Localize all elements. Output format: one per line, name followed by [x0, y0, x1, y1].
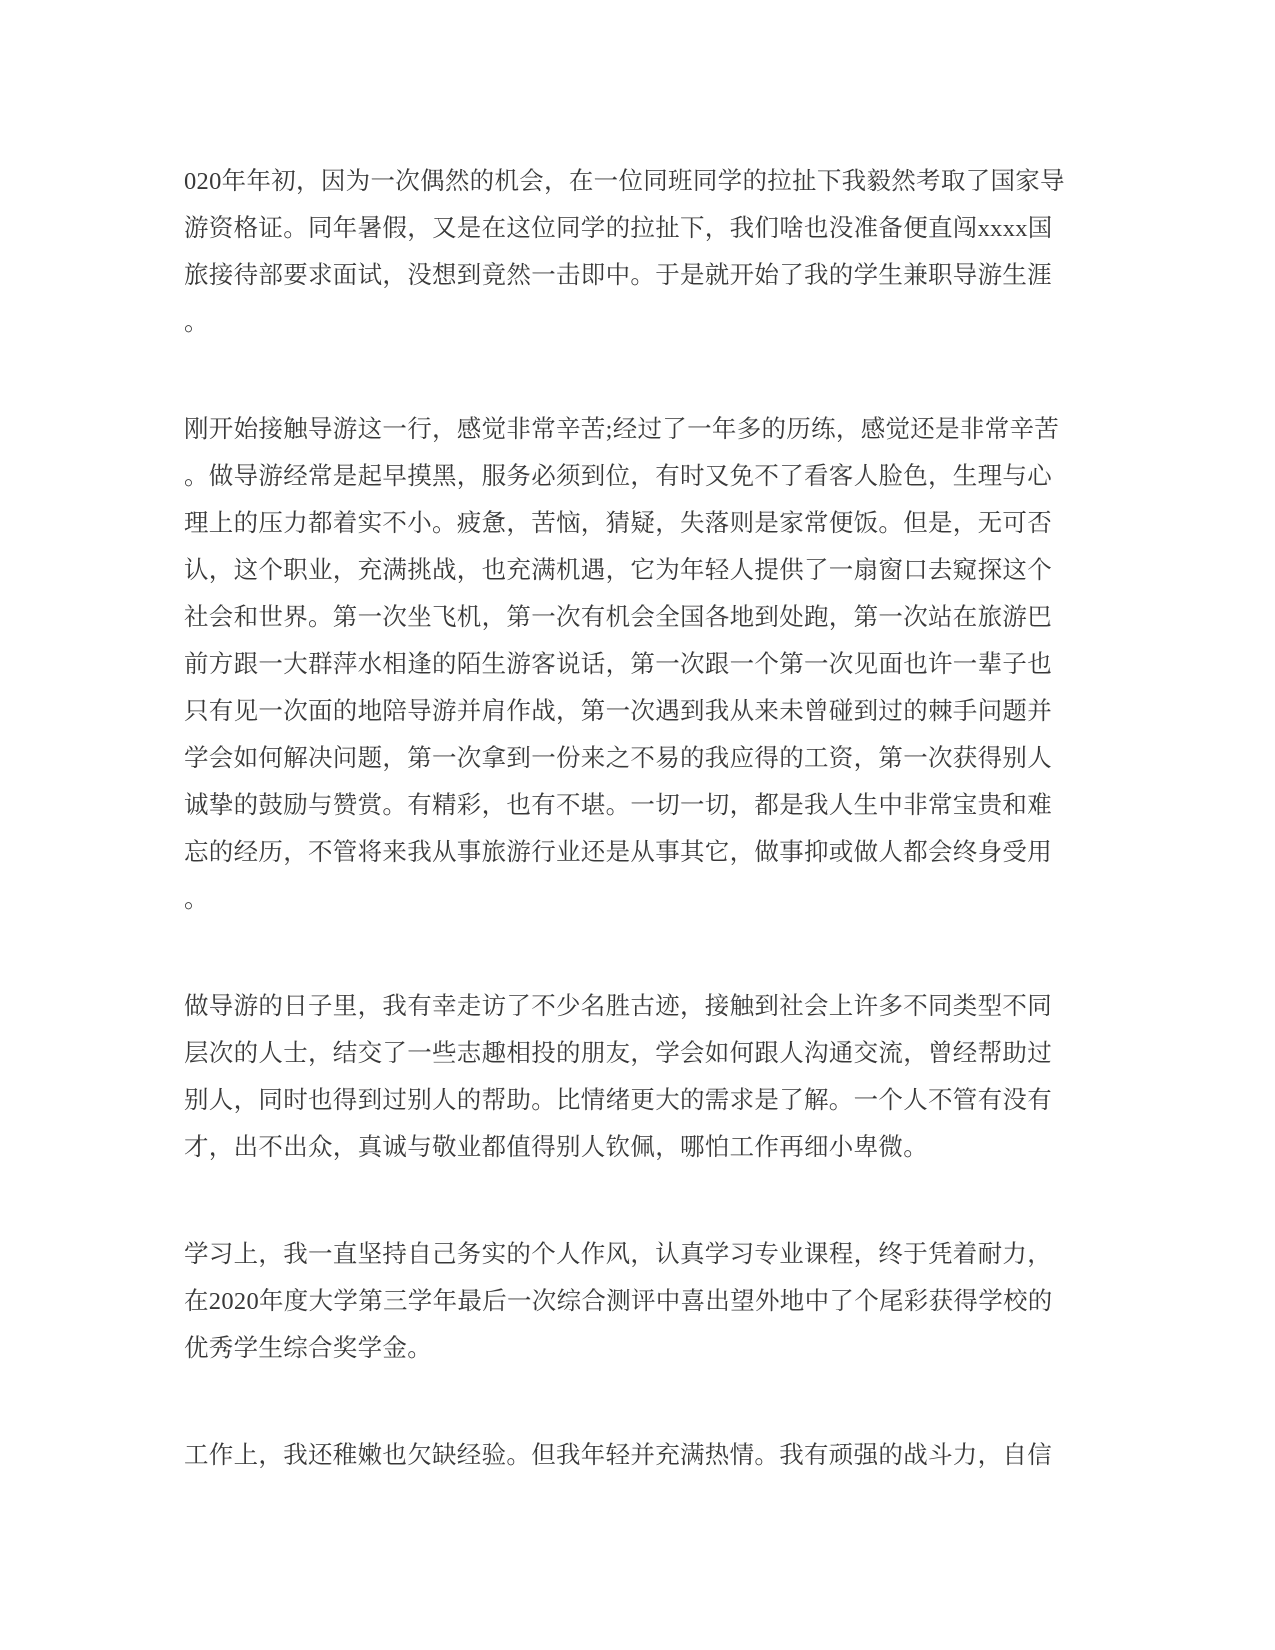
text-line: 020年年初，因为一次偶然的机会，在一位同班同学的拉扯下我毅然考取了国家导 [184, 168, 1065, 195]
text-line: 在2020年度大学第三学年最后一次综合测评中喜出望外地中了个尾彩获得学校的 [184, 1288, 1053, 1315]
paragraph [184, 158, 1091, 346]
paragraph [184, 1432, 1091, 1479]
text-line: 优秀学生综合奖学金。 [184, 1335, 432, 1362]
paragraph [184, 983, 1091, 1171]
document-body [184, 158, 1091, 1479]
text-line: 社会和世界。第一次坐飞机，第一次有机会全国各地到处跑，第一次站在旅游巴 [184, 604, 1052, 631]
text-line: 学习上，我一直坚持自己务实的个人作风，认真学习专业课程，终于凭着耐力， [184, 1241, 1052, 1268]
text-line: 层次的人士，结交了一些志趣相投的朋友，学会如何跟人沟通交流，曾经帮助过 [184, 1040, 1052, 1067]
text-line: 旅接待部要求面试，没想到竟然一击即中。于是就开始了我的学生兼职导游生涯 [184, 262, 1052, 289]
text-line: 理上的压力都着实不小。疲惫，苦恼，猜疑，失落则是家常便饭。但是，无可否 [184, 510, 1052, 537]
text-line: 。做导游经常是起早摸黑，服务必须到位，有时又免不了看客人脸色，生理与心 [184, 463, 1052, 490]
text-line: 前方跟一大群萍水相逢的陌生游客说话，第一次跟一个第一次见面也许一辈子也 [184, 651, 1052, 678]
text-line: 。 [184, 886, 209, 913]
text-line: 做导游的日子里，我有幸走访了不少名胜古迹，接触到社会上许多不同类型不同 [184, 993, 1052, 1020]
text-line: 忘的经历，不管将来我从事旅游行业还是从事其它，做事抑或做人都会终身受用 [184, 839, 1052, 866]
paragraph [184, 406, 1091, 923]
text-line: 学会如何解决问题，第一次拿到一份来之不易的我应得的工资，第一次获得别人 [184, 745, 1052, 772]
text-line: 诚挚的鼓励与赞赏。有精彩，也有不堪。一切一切，都是我人生中非常宝贵和难 [184, 792, 1052, 819]
text-line: 。 [184, 309, 209, 336]
text-line: 才，出不出众，真诚与敬业都值得别人钦佩，哪怕工作再细小卑微。 [184, 1134, 928, 1161]
text-line: 刚开始接触导游这一行，感觉非常辛苦;经过了一年多的历练，感觉还是非常辛苦 [184, 416, 1060, 443]
text-line: 游资格证。同年暑假，又是在这位同学的拉扯下，我们啥也没准备便直闯xxxx国 [184, 215, 1053, 242]
text-line: 别人，同时也得到过别人的帮助。比情绪更大的需求是了解。一个人不管有没有 [184, 1087, 1052, 1114]
paragraph [184, 1231, 1091, 1372]
text-line: 工作上，我还稚嫩也欠缺经验。但我年轻并充满热情。我有顽强的战斗力，自信 [184, 1442, 1052, 1469]
text-line: 认，这个职业，充满挑战，也充满机遇，它为年轻人提供了一扇窗口去窥探这个 [184, 557, 1052, 584]
text-line: 只有见一次面的地陪导游并肩作战，第一次遇到我从来未曾碰到过的棘手问题并 [184, 698, 1052, 725]
